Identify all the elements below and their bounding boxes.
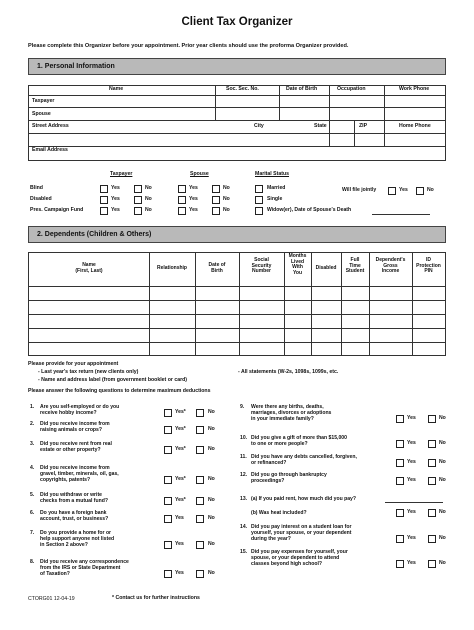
- yes-label: Yes: [407, 509, 416, 515]
- question-no-checkbox[interactable]: [196, 541, 204, 549]
- spouse-status-head: Spouse: [190, 171, 209, 177]
- no-label: No: [145, 196, 152, 202]
- question-number: 7.: [30, 530, 35, 536]
- no-label: No: [223, 196, 230, 202]
- question-yes-checkbox[interactable]: [164, 515, 172, 523]
- question-text: Did you withdraw or write checks from a mutual fund?: [40, 492, 108, 505]
- row-taxpayer: Taxpayer: [32, 98, 55, 104]
- provide-item-2: - All statements (W-2s, 1098s, 1099s, etc.: [238, 369, 339, 375]
- question-yes-checkbox[interactable]: [164, 476, 172, 484]
- question-number: 11.: [240, 454, 247, 460]
- yes-label: Yes: [175, 541, 184, 547]
- taxpayer-blind-no-checkbox[interactable]: [134, 185, 142, 193]
- question-no-checkbox[interactable]: [196, 409, 204, 417]
- form-id: CTORG01 12-04-19: [28, 596, 75, 602]
- dependents-table: [28, 252, 446, 356]
- spouse-blind-no-checkbox[interactable]: [212, 185, 220, 193]
- col-dob: Date of Birth: [286, 86, 318, 92]
- no-label: No: [223, 185, 230, 191]
- no-label: No: [439, 415, 446, 421]
- yes-label: Yes: [189, 185, 198, 191]
- file-jointly-label: Will file jointly: [342, 187, 377, 193]
- dep-col-months-text: Months Lived With You: [288, 253, 307, 276]
- question-no-checkbox[interactable]: [196, 476, 204, 484]
- question-number: 13.: [240, 496, 248, 502]
- col-occupation: Occupation: [337, 86, 366, 92]
- question-yes-checkbox[interactable]: [164, 541, 172, 549]
- city-label: City: [254, 123, 264, 129]
- question-yes-checkbox[interactable]: [396, 440, 404, 448]
- no-label: No: [145, 207, 152, 213]
- question-number: 10.: [240, 435, 248, 441]
- yes-label: Yes: [189, 196, 198, 202]
- question-no-checkbox[interactable]: [196, 426, 204, 434]
- question-number: 15.: [240, 549, 248, 555]
- no-label: No: [439, 440, 446, 446]
- dep-col-pin-text: ID Protection PIN: [416, 257, 441, 274]
- no-label: No: [223, 207, 230, 213]
- taxpayer-campaign-no-checkbox[interactable]: [134, 207, 142, 215]
- question-no-checkbox[interactable]: [196, 570, 204, 578]
- page-title: Client Tax Organizer: [181, 16, 293, 28]
- taxpayer-status-head: Taxpayer: [110, 171, 133, 177]
- section-personal-info-header: 1. Personal Information: [28, 58, 446, 75]
- provide-item-1: - Last year's tax return (new clients only): [38, 369, 139, 375]
- question-yes-checkbox[interactable]: [396, 459, 404, 467]
- question-text: Were there any births, deaths, marriages, divorces or adoptions in your immediate family?: [251, 404, 332, 423]
- no-label: No: [145, 185, 152, 191]
- yes-label: Yes*: [175, 476, 186, 482]
- yes-label: Yes: [407, 535, 416, 541]
- question-number: 14.: [240, 524, 248, 530]
- yes-label: Yes: [175, 570, 184, 576]
- single-checkbox[interactable]: [255, 196, 263, 204]
- question-no-checkbox[interactable]: [428, 509, 436, 517]
- question-no-checkbox[interactable]: [428, 477, 436, 485]
- dep-col-name-text: Name (First, Last): [75, 262, 103, 274]
- blind-label: Blind: [30, 185, 43, 191]
- dep-col-income: [369, 258, 412, 275]
- spouse-campaign-yes-checkbox[interactable]: [178, 207, 186, 215]
- question-yes-checkbox[interactable]: [164, 570, 172, 578]
- yes-label: Yes: [175, 515, 184, 521]
- yes-label: Yes: [407, 477, 416, 483]
- no-label: No: [439, 477, 446, 483]
- yes-label: Yes: [407, 560, 416, 566]
- question-no-checkbox[interactable]: [428, 440, 436, 448]
- yes-label: Yes*: [175, 426, 186, 432]
- question-number: 4.: [30, 465, 35, 471]
- col-ssn: Soc. Sec. No.: [226, 86, 259, 92]
- question-text: Did you receive any correspondence from the IRS or State Department of Taxation?: [40, 559, 129, 578]
- row-spouse: Spouse: [32, 111, 51, 117]
- spouse-disabled-no-checkbox[interactable]: [212, 196, 220, 204]
- dep-col-dob-text: Date of Birth: [208, 262, 226, 274]
- question-no-checkbox[interactable]: [196, 446, 204, 454]
- no-label: No: [208, 476, 215, 482]
- yes-label: Yes: [407, 440, 416, 446]
- no-label: No: [439, 459, 446, 465]
- question-text: (b) Was heat included?: [251, 510, 307, 516]
- question-number: 3.: [30, 441, 35, 447]
- question-no-checkbox[interactable]: [196, 515, 204, 523]
- no-label: No: [439, 535, 446, 541]
- question-yes-checkbox[interactable]: [396, 415, 404, 423]
- question-number: 1.: [30, 404, 35, 410]
- dep-col-pin: [412, 258, 445, 275]
- taxpayer-disabled-yes-checkbox[interactable]: [100, 196, 108, 204]
- single-label: Single: [267, 196, 283, 202]
- question-yes-checkbox[interactable]: [396, 509, 404, 517]
- yes-label: Yes: [189, 207, 198, 213]
- email-label: Email Address: [32, 147, 68, 153]
- yes-label: Yes: [111, 185, 120, 191]
- yes-label: Yes: [407, 459, 416, 465]
- spouse-disabled-yes-checkbox[interactable]: [178, 196, 186, 204]
- no-label: No: [208, 497, 215, 503]
- question-number: 6.: [30, 510, 35, 516]
- yes-label: Yes: [111, 207, 120, 213]
- question-no-checkbox[interactable]: [428, 560, 436, 568]
- question-number: 12.: [240, 472, 248, 478]
- file-jointly-no-checkbox[interactable]: [416, 187, 424, 195]
- file-jointly-yes-checkbox[interactable]: [388, 187, 396, 195]
- question-no-checkbox[interactable]: [428, 415, 436, 423]
- question-text: Did you pay interest on a student loan for yourself, your spouse, or your dependent during the year?: [251, 524, 352, 543]
- dep-col-relationship: [149, 266, 195, 272]
- question-text: Did you receive rent from real estate or other property?: [40, 441, 112, 454]
- taxpayer-disabled-no-checkbox[interactable]: [134, 196, 142, 204]
- no-label: No: [208, 515, 215, 521]
- rent-amount-line[interactable]: [385, 502, 443, 503]
- street-address-label: Street Address: [32, 123, 69, 129]
- section-dependents-header: 2. Dependents (Children & Others): [28, 226, 446, 243]
- no-label: No: [208, 541, 215, 547]
- footer-note: * Contact us for further instructions: [112, 595, 200, 601]
- no-label: No: [208, 570, 215, 576]
- question-yes-checkbox[interactable]: [164, 497, 172, 505]
- provide-item-3: - Name and address label (from government booklet or card): [38, 377, 188, 383]
- question-yes-checkbox[interactable]: [396, 535, 404, 543]
- dep-col-student-text: Full Time Student: [345, 257, 365, 274]
- marital-status-head: Marital Status: [255, 171, 290, 177]
- question-yes-checkbox[interactable]: [396, 560, 404, 568]
- widow-label: Widow(er), Date of Spouse's Death: [267, 207, 352, 213]
- question-no-checkbox[interactable]: [428, 459, 436, 467]
- yes-label: Yes: [407, 415, 416, 421]
- question-yes-checkbox[interactable]: [396, 477, 404, 485]
- question-text: Did you have any debts cancelled, forgiven, or refinanced?: [251, 454, 357, 467]
- disabled-label: Disabled: [30, 196, 52, 202]
- zip-label: ZIP: [359, 123, 368, 129]
- no-label: No: [439, 509, 446, 515]
- married-label: Married: [267, 185, 286, 191]
- question-text: Did you receive income from raising animals or crops?: [40, 421, 110, 434]
- dep-col-months: [284, 254, 311, 276]
- taxpayer-blind-yes-checkbox[interactable]: [100, 185, 108, 193]
- spouse-blind-yes-checkbox[interactable]: [178, 185, 186, 193]
- dep-col-income-text: Dependent's Gross Income: [375, 257, 406, 274]
- yes-label: Yes*: [175, 497, 186, 503]
- question-no-checkbox[interactable]: [428, 535, 436, 543]
- dep-col-disabled-text: Disabled: [315, 265, 337, 271]
- question-text: (a) If you paid rent, how much did you pay?: [251, 496, 356, 502]
- question-yes-checkbox[interactable]: [164, 409, 172, 417]
- home-phone-label: Home Phone: [399, 123, 431, 129]
- intro-text: Please complete this Organizer before your appointment. Prior year clients should use the proforma Organizer provided.: [28, 43, 349, 49]
- dep-col-ssn-text: Social Security Number: [251, 257, 272, 274]
- dep-col-relationship-text: Relationship: [156, 265, 187, 271]
- yes-label: Yes: [111, 196, 120, 202]
- dep-col-name: [29, 263, 149, 274]
- campaign-fund-label: Pres. Campaign Fund: [30, 207, 84, 213]
- question-number: 8.: [30, 559, 35, 565]
- question-text: Did you pay expenses for yourself, your spouse, or your dependent to attend classes beyond high school?: [251, 549, 348, 568]
- dep-col-student: [341, 258, 369, 275]
- dep-col-ssn: [239, 258, 284, 275]
- question-text: Are you self-employed or do you receive hobby income?: [40, 404, 120, 417]
- question-yes-checkbox[interactable]: [164, 446, 172, 454]
- col-work-phone: Work Phone: [399, 86, 430, 92]
- question-text: Do you have a foreign bank account, trust, or business?: [40, 510, 109, 523]
- question-number: 2.: [30, 421, 35, 427]
- spouse-campaign-no-checkbox[interactable]: [212, 207, 220, 215]
- question-yes-checkbox[interactable]: [164, 426, 172, 434]
- dep-col-dob: [195, 263, 239, 274]
- no-label: No: [427, 187, 434, 193]
- personal-info-table: [28, 85, 446, 161]
- question-text: Do you provide a home for or help support anyone not listed in Section 2 above?: [40, 530, 115, 549]
- yes-label: Yes*: [175, 446, 186, 452]
- question-text: Did you receive income from gravel, timber, minerals, oil, gas, copyrights, patents?: [40, 465, 119, 484]
- no-label: No: [439, 560, 446, 566]
- col-name: Name: [109, 86, 124, 92]
- question-no-checkbox[interactable]: [196, 497, 204, 505]
- yes-label: Yes: [399, 187, 408, 193]
- provide-heading: Please provide for your appointment: [28, 361, 119, 367]
- taxpayer-campaign-yes-checkbox[interactable]: [100, 207, 108, 215]
- no-label: No: [208, 426, 215, 432]
- question-number: 5.: [30, 492, 35, 498]
- no-label: No: [208, 446, 215, 452]
- no-label: No: [208, 409, 215, 415]
- dep-col-disabled: [311, 266, 341, 272]
- question-text: Did you give a gift of more than $15,000 to one or more people?: [251, 435, 347, 448]
- answer-heading: Please answer the following questions to determine maximum deductions: [28, 388, 211, 394]
- question-text: Did you go through bankruptcy proceedings?: [251, 472, 327, 485]
- yes-label: Yes*: [175, 409, 186, 415]
- married-checkbox[interactable]: [255, 185, 263, 193]
- state-label: State: [314, 123, 327, 129]
- widow-checkbox[interactable]: [255, 207, 263, 215]
- spouse-death-date-line[interactable]: [372, 214, 430, 215]
- question-number: 9.: [240, 404, 245, 410]
